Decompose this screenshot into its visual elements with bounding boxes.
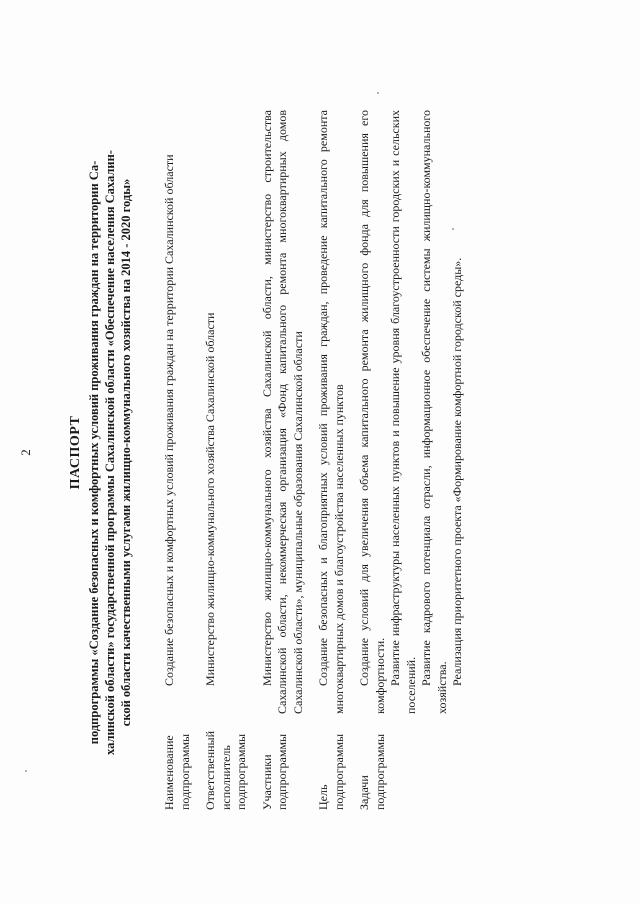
document-title [68, 100, 134, 805]
row-value [260, 110, 307, 714]
row-paragraph: Министерство жилищно-коммунального хозяйства Сахалинской области [203, 312, 217, 686]
title-heading: ПАСПОРТ [68, 415, 83, 490]
row-paragraph: Развитие инфраструктуры населенных пунктов и повышение уровня благоустроенности городских и сельских поселений. [388, 110, 418, 714]
title-line-2: халинской области» государственной программы Сахалинской области «Обеспечение населения Сахалин- [103, 150, 117, 755]
row-paragraph: Создание безопасных и комфортных условий проживания граждан на территории Сахалинской области [162, 154, 176, 686]
row-value [203, 110, 250, 714]
row-label: Ответственный исполнитель подпрограммы [203, 730, 248, 810]
row-tasks [357, 110, 466, 810]
page-number: 2 [18, 449, 33, 456]
row-label: Наименование подпрограммы [162, 733, 192, 810]
row-value [357, 110, 466, 714]
row-value [162, 110, 193, 714]
title-line-3: ской области качественными услугами жилищно-коммунального хозяйства на 2014 - 2020 годы» [119, 178, 133, 727]
row-paragraph: Реализация приоритетного проекта «Формирование комфортной городской среды». [450, 257, 464, 686]
passport-table [162, 110, 476, 810]
row-label: Задачи подпрограммы [357, 733, 387, 810]
title-line-1: подпрограммы «Создание безопасных и комфортных условий проживания граждан на территории Са- [87, 160, 101, 745]
row-label: Участники подпрограммы [259, 733, 289, 810]
row-participants [260, 110, 307, 810]
row-goal [316, 110, 347, 810]
row-paragraph: Создание условий для увеличения объема капитального ремонта жилищного фонда для повышения его комфортности. [357, 110, 387, 714]
row-value [316, 110, 347, 714]
row-label: Цель подпрограммы [316, 733, 346, 810]
row-name [162, 110, 193, 810]
row-paragraph: Министерство жилищно-коммунального хозяйства Сахалинской области, министерство строительства Сахалинской области, некоммерческая организация «Фонд капитального ремонта многоквартирных домов Сахалинской области», муниципальные образования Сахалинской области [259, 110, 305, 714]
row-paragraph: Развитие кадрового потенциала отрасли, информационное обеспечение системы жилищно-коммунального хозяйства. [419, 110, 449, 714]
row-paragraph: Создание безопасных и благоприятных условий проживания граждан, проведение капитального ремонта многоквартирных домов и благоустройства населенных пунктов [316, 110, 346, 714]
row-responsible [203, 110, 250, 810]
